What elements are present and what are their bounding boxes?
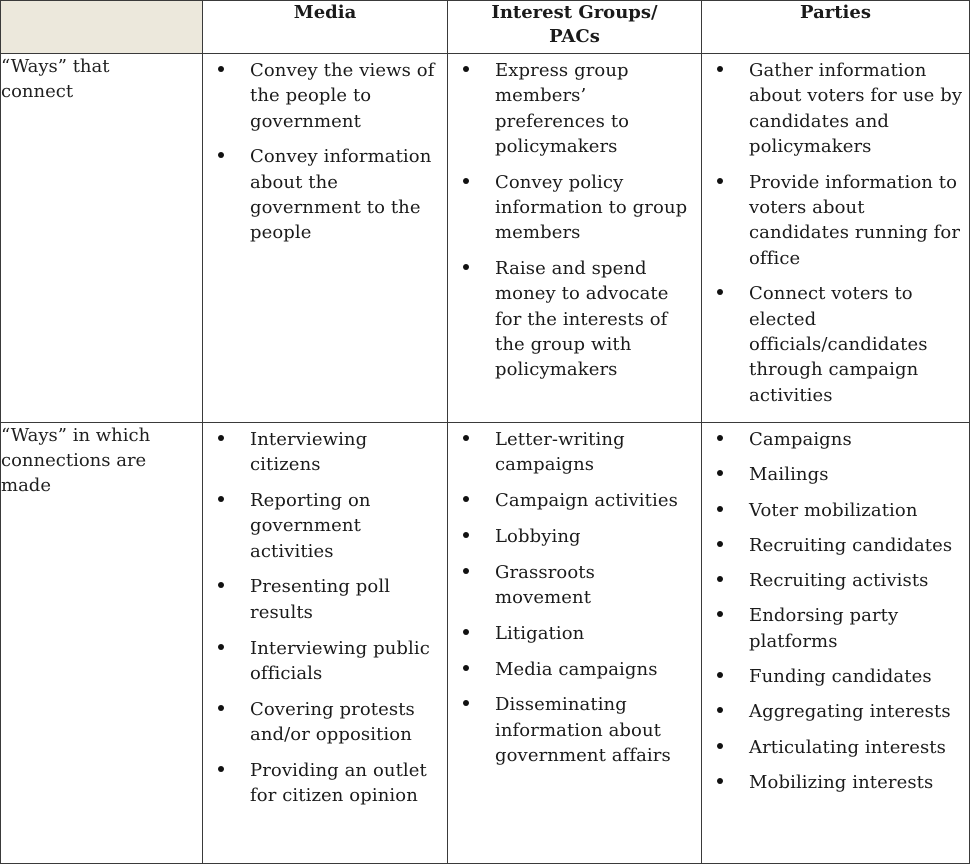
list-item: Recruiting activists [702, 568, 963, 593]
column-header-parties [702, 1, 970, 54]
cell-connect-interest-groups [448, 54, 702, 423]
list-item: Gather information about voters for use by candidates and policymakers [702, 58, 963, 159]
list-item: Voter mobilization [702, 498, 963, 523]
list-item: Litigation [448, 621, 695, 646]
list-item: Connect voters to elected officials/candidates through campaign activities [702, 281, 963, 407]
list-item: Media campaigns [448, 657, 695, 682]
list-item: Campaigns [702, 427, 963, 452]
list-item: Mailings [702, 462, 963, 487]
bullet-list [203, 54, 447, 246]
bullet-list [702, 423, 969, 795]
list-item: Express group members’ preferences to policymakers [448, 58, 695, 159]
cell-connect-parties [702, 54, 970, 423]
list-item: Endorsing party platforms [702, 603, 963, 654]
list-item: Providing an outlet for citizen opinion [203, 758, 441, 809]
list-item: Convey information about the government to the people [203, 144, 441, 245]
list-item: Articulating interests [702, 735, 963, 760]
bullet-list [448, 54, 701, 383]
row-header-ways-connections-made [1, 423, 203, 864]
list-item: Grassroots movement [448, 560, 695, 611]
cell-made-interest-groups [448, 423, 702, 864]
row-header-text: “Ways” in which [1, 425, 151, 446]
list-item: Provide information to voters about candidates running for office [702, 170, 963, 271]
bullet-list [448, 423, 701, 768]
column-header-text: Media [293, 2, 357, 23]
list-item: Covering protests and/or opposition [203, 697, 441, 748]
list-item: Recruiting candidates [702, 533, 963, 558]
row-header-ways-that-connect [1, 54, 203, 423]
header-row [1, 1, 970, 54]
cell-made-media [203, 423, 448, 864]
column-header-text: Interest Groups/ [491, 2, 658, 23]
list-item: Interviewing public officials [203, 636, 441, 687]
list-item: Interviewing citizens [203, 427, 441, 478]
bullet-list [203, 423, 447, 808]
list-item: Raise and spend money to advocate for the interests of the group with policymakers [448, 256, 695, 382]
column-header-interest-groups [448, 1, 702, 54]
row-header-text: made [1, 475, 51, 496]
list-item: Convey the views of the people to government [203, 58, 441, 134]
list-item: Disseminating information about government affairs [448, 692, 695, 768]
cell-made-parties [702, 423, 970, 864]
row-header-text: connections are [1, 450, 147, 471]
row-ways-connections-made [1, 423, 970, 864]
cell-connect-media [203, 54, 448, 423]
list-item: Lobbying [448, 524, 695, 549]
list-item: Aggregating interests [702, 699, 963, 724]
list-item: Letter-writing campaigns [448, 427, 695, 478]
row-header-text: connect [1, 81, 74, 102]
column-header-text: Parties [800, 2, 871, 23]
column-header-text: PACs [549, 26, 600, 47]
list-item: Presenting poll results [203, 574, 441, 625]
list-item: Funding candidates [702, 664, 963, 689]
list-item: Convey policy information to group members [448, 170, 695, 246]
list-item: Mobilizing interests [702, 770, 963, 795]
list-item: Reporting on government activities [203, 488, 441, 564]
row-ways-that-connect [1, 54, 970, 423]
corner-cell [1, 1, 203, 54]
column-header-media [203, 1, 448, 54]
row-header-text: “Ways” that [1, 56, 110, 77]
list-item: Campaign activities [448, 488, 695, 513]
bullet-list [702, 54, 969, 408]
